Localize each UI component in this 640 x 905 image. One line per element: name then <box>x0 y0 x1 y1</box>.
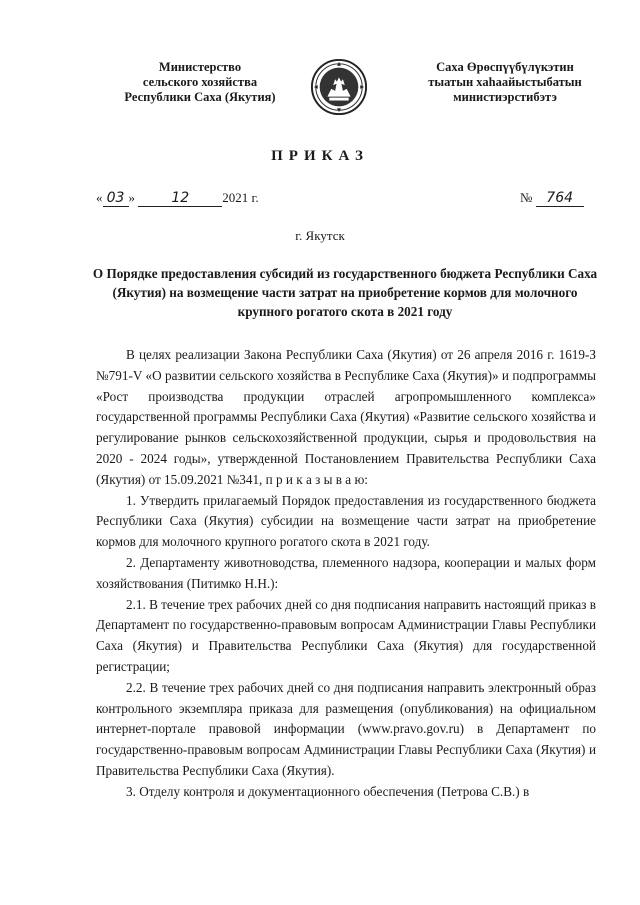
body-paragraph: 2. Департаменту животноводства, племенного надзора, кооперации и малых форм хозяйствования (Питимко Н.Н.): <box>96 554 596 591</box>
date-close-quote: » <box>128 190 135 205</box>
order-date <box>96 190 259 207</box>
number-value: 764 <box>536 190 584 207</box>
date-month: 12 <box>138 190 222 207</box>
order-number <box>520 190 584 207</box>
body-paragraph: В целях реализации Закона Республики Саха (Якутия) от 26 апреля 2016 г. 1619-З №791-V «О развитии сельского хозяйства в Республике Саха (Якутия)» и подпрограммы «Рост производства продукции отраслей агропромышленного комплекса» государственной программы Республики Саха (Якутия) «Развитие сельского хозяйства и регулирование рынков сельскохозяйственной продукции, сырья и продовольствия на 2020 - 2024 годы», утвержденной Постановлением Правительства Республики Саха (Якутия) от 15.09.2021 №341, п р и к а з ы в а ю: <box>96 347 596 487</box>
order-subject: О Порядке предоставления субсидий из государственного бюджета Республики Саха (Якутия) на возмещение части затрат на приобретение кормов для молочного крупного рогатого скота в 2021 году <box>92 266 598 319</box>
date-year: 2021 г. <box>222 190 259 205</box>
date-open-quote: « <box>96 190 103 205</box>
ministry-line: Министерство <box>158 60 242 74</box>
date-day: 03 <box>103 190 129 207</box>
ministry-line: министиэрстибэтэ <box>453 90 557 104</box>
ministry-name-russian <box>100 60 300 105</box>
body-paragraph: 1. Утвердить прилагаемый Порядок предоставления из государственного бюджета Республики Саха (Якутия) субсидии на возмещение части затрат на приобретение кормов для молочного крупного рогатого скота в 2021 году. <box>96 492 596 550</box>
number-prefix: № <box>520 190 533 205</box>
ministry-line: Саха Өрөспүүбүлүкэтин <box>436 60 574 74</box>
city: г. Якутск <box>295 228 345 243</box>
ministry-line: сельского хозяйства <box>142 75 258 89</box>
body-paragraph: 3. Отделу контроля и документационного обеспечения (Петрова С.В.) в <box>126 783 530 799</box>
ministry-line: тыатын хаһаайыстыбатын <box>428 75 582 89</box>
ministry-line: Республики Саха (Якутия) <box>124 90 276 104</box>
ministry-name-sakha <box>405 60 605 105</box>
sakha-coat-of-arms-icon <box>310 58 368 116</box>
document-title: ПРИКАЗ <box>271 148 369 164</box>
body-paragraph: 2.2. В течение трех рабочих дней со дня подписания направить электронный образ контрольного экземпляра приказа для размещения (опубликования) на официальном интернет-портале правовой информации (www.pravo.gov.ru) в Департамент по государственно-правовым вопросам Администрации Главы Республики Саха (Якутия) и Правительства Республики Саха (Якутия). <box>96 679 596 778</box>
order-body <box>96 345 596 803</box>
body-paragraph: 2.1. В течение трех рабочих дней со дня подписания направить настоящий приказ в Департамент по государственно-правовым вопросам Администрации Главы Республики Саха (Якутия) и Правительства Республики Саха (Якутия) для государственной регистрации; <box>96 596 597 674</box>
